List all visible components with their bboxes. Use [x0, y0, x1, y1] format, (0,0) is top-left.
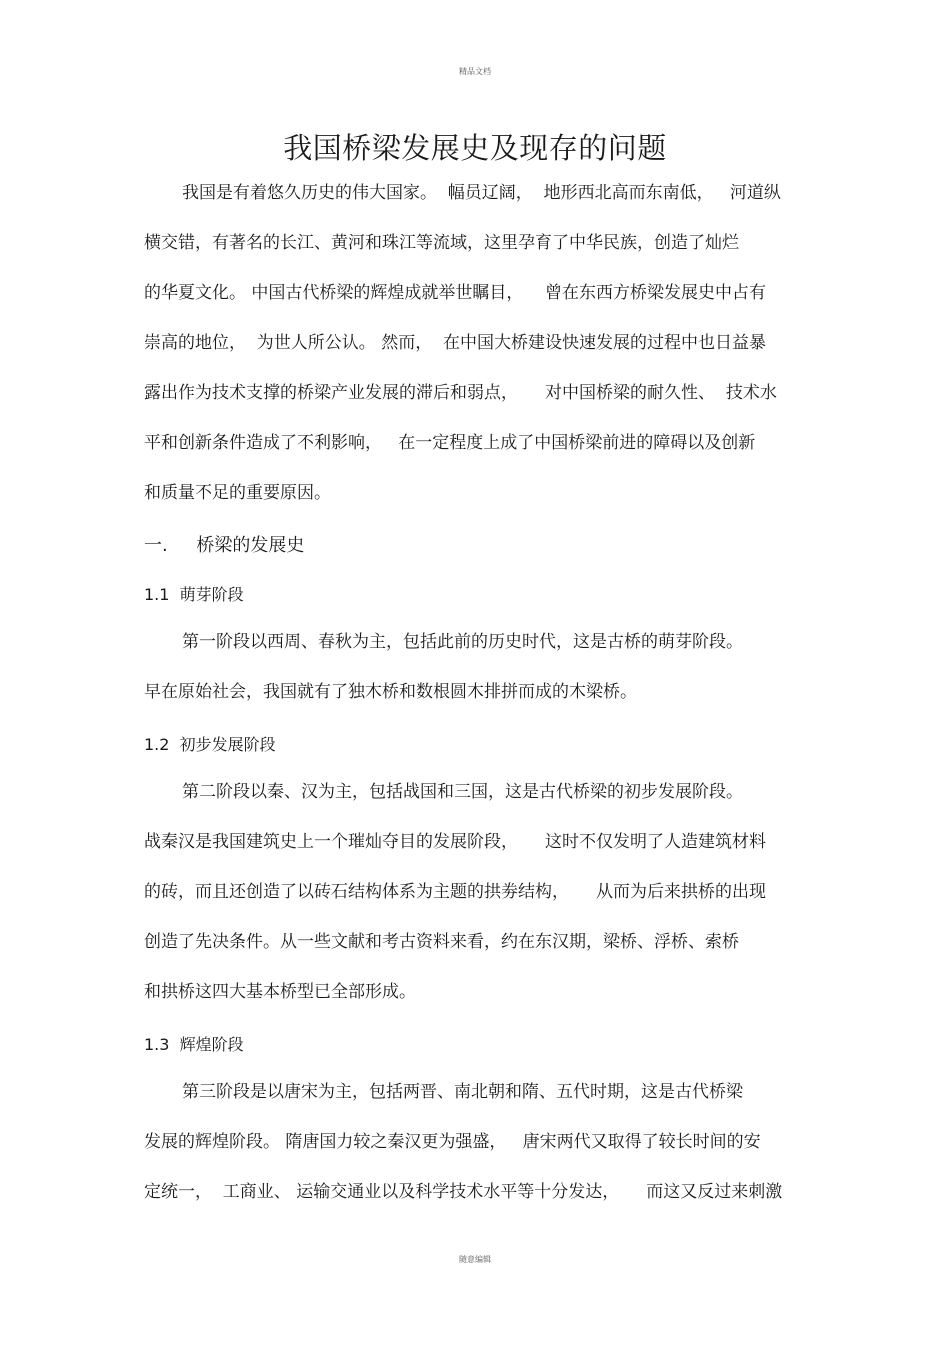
- page-title: 我国桥梁发展史及现存的问题: [283, 131, 667, 165]
- page-header: 精品文档: [459, 67, 491, 76]
- paragraph-line: 横交错，有著名的长江、黄河和珠江等流域，这里孕育了中华民族，创造了灿烂: [144, 233, 739, 253]
- subsection-heading: 1.1 萌芽阶段: [144, 585, 244, 604]
- paragraph-line: 的华夏文化。 中国古代桥梁的辉煌成就举世瞩目， 曾在东西方桥梁发展史中占有: [144, 283, 767, 303]
- paragraph-line: 发展的辉煌阶段。 隋唐国力较之秦汉更为强盛， 唐宋两代又取得了较长时间的安: [144, 1132, 761, 1152]
- paragraph-line: 创造了先决条件。从一些文献和考古资料来看，约在东汉期，梁桥、浮桥、索桥: [144, 932, 739, 952]
- subsection-heading: 1.2 初步发展阶段: [144, 735, 276, 754]
- paragraph-line: 平和创新条件造成了不利影响， 在一定程度上成了中国桥梁前进的障碍以及创新: [144, 433, 756, 453]
- paragraph-line: 和拱桥这四大基本桥型已全部形成。: [144, 982, 416, 1002]
- paragraph-line: 我国是有着悠久历史的伟大国家。 幅员辽阔， 地形西北高而东南低， 河道纵: [182, 183, 781, 203]
- paragraph-line: 崇高的地位， 为世人所公认。 然而， 在中国大桥建设快速发展的过程中也日益暴: [144, 333, 767, 353]
- paragraph-line: 第二阶段以秦、汉为主，包括战国和三国，这是古代桥梁的初步发展阶段。: [182, 782, 743, 802]
- paragraph-line: 第一阶段以西周、春秋为主，包括此前的历史时代，这是古桥的萌芽阶段。: [182, 632, 743, 652]
- section-heading: 一. 桥梁的发展史: [144, 535, 305, 556]
- paragraph-line: 露出作为技术支撑的桥梁产业发展的滞后和弱点， 对中国桥梁的耐久性、 技术水: [144, 383, 777, 403]
- paragraph-line: 和质量不足的重要原因。: [144, 483, 331, 503]
- paragraph-line: 第三阶段是以唐宋为主，包括两晋、南北朝和隋、五代时期，这是古代桥梁: [182, 1082, 743, 1102]
- paragraph-line: 定统一， 工商业、 运输交通业以及科学技术水平等十分发达， 而这又反过来刺激: [144, 1182, 783, 1202]
- page-footer: 随意编辑: [459, 1255, 491, 1264]
- paragraph-line: 早在原始社会，我国就有了独木桥和数根圆木排拼而成的木梁桥。: [144, 682, 637, 702]
- subsection-heading: 1.3 辉煌阶段: [144, 1035, 244, 1054]
- paragraph-line: 战秦汉是我国建筑史上一个璀灿夺目的发展阶段， 这时不仅发明了人造建筑材料: [144, 832, 767, 852]
- paragraph-line: 的砖，而且还创造了以砖石结构体系为主题的拱劵结构， 从而为后来拱桥的出现: [144, 882, 767, 902]
